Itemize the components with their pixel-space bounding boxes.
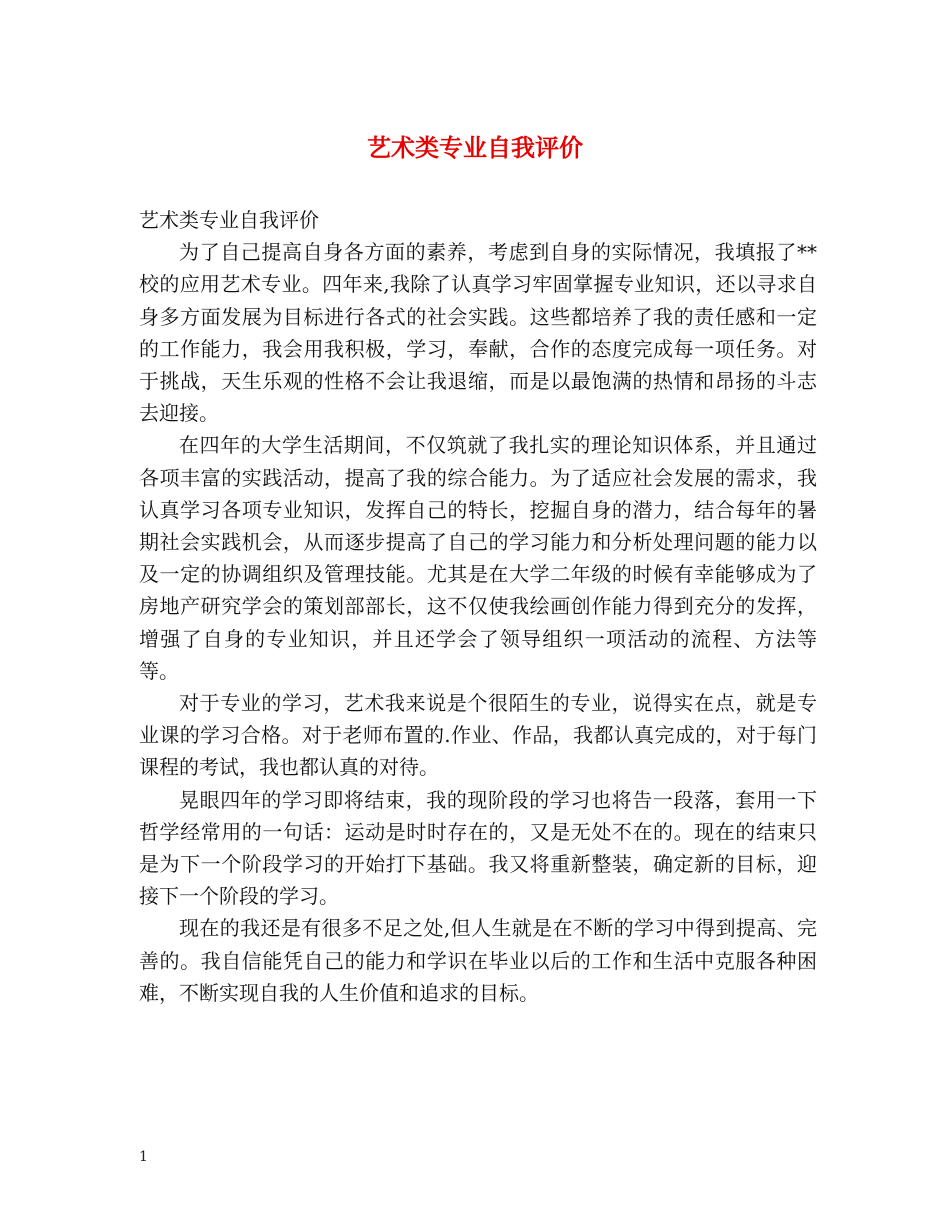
paragraph-5: 现在的我还是有很多不足之处,但人生就是在不断的学习中得到提高、完善的。我自信能凭自己的能力和学识在毕业以后的工作和生活中克服各种困难，不断实现自我的人生价值和追求的目标。 [139,916,817,1005]
body-heading-line: 艺术类专业自我评价 [139,208,319,232]
page-number: 1 [139,1149,148,1165]
paragraph-4: 晃眼四年的学习即将结束，我的现阶段的学习也将告一段落，套用一下哲学经常用的一句话：运动是时时存在的，又是无处不在的。现在的结束只是为下一个阶段学习的开始打下基础。我又将重新整装，确定新的目标，迎接下一个阶段的学习。 [139,787,817,909]
paragraph-3: 对于专业的学习，艺术我来说是个很陌生的专业，说得实在点，就是专业课的学习合格。对于老师布置的.作业、作品，我都认真完成的，对于每门课程的考试，我也都认真的对待。 [139,691,817,780]
paragraph-1: 为了自己提高自身各方面的素养，考虑到自身的实际情况，我填报了**校的应用艺术专业。四年来,我除了认真学习牢固掌握专业知识，还以寻求自身多方面发展为目标进行各式的社会实践。这些都培养了我的责任感和一定的工作能力，我会用我积极，学习，奉献，合作的态度完成每一项任务。对于挑战，天生乐观的性格不会让我退缩，而是以最饱满的热情和昂扬的斗志去迎接。 [139,240,817,426]
paragraph-2: 在四年的大学生活期间，不仅筑就了我扎实的理论知识体系，并且通过各项丰富的实践活动，提高了我的综合能力。为了适应社会发展的需求，我认真学习各项专业知识，发挥自己的特长，挖掘自身的潜力，结合每年的暑期社会实践机会，从而逐步提高了自己的学习能力和分析处理问题的能力以及一定的协调组织及管理技能。尤其是在大学二年级的时候有幸能够成为了房地产研究学会的策划部部长，这不仅使我绘画创作能力得到充分的发挥，增强了自身的专业知识，并且还学会了领导组织一项活动的流程、方法等等。 [139,433,817,683]
document-title: 艺术类专业自我评价 [367,133,583,162]
document-body [139,204,817,1009]
